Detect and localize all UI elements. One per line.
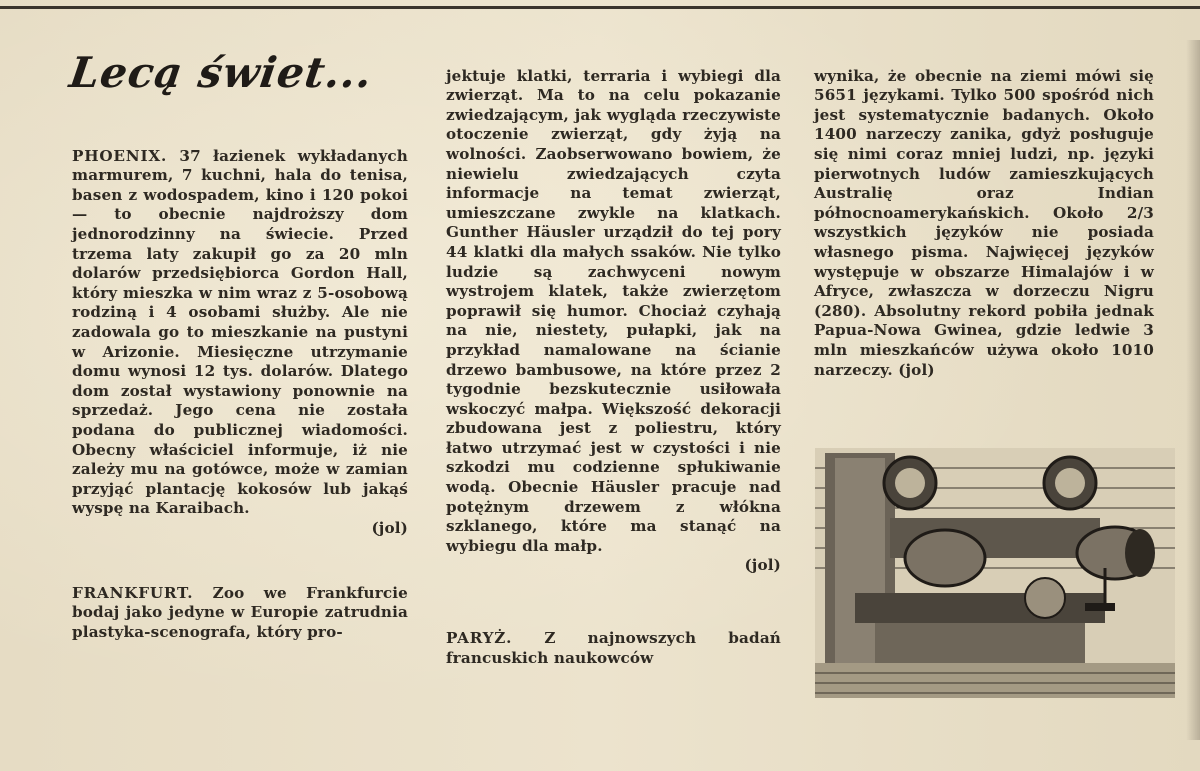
phoenix-signature: (jol) [371, 518, 408, 537]
column-2 [446, 47, 781, 668]
phoenix-body: 37 łazienek wykładanych marmurem, 7 kuchni, hala do tenisa, basen z wodospadem, kino i 120 pokoi — to obecnie najdroższy dom jednorodzinny na świecie. Przed trzema laty zakupił go za 20 mln dolarów przedsiębiorca Gordon Hall, który mieszka w nim wraz z 5-osobową rodziną i 4 osobami służby. Ale nie zadowala go to mieszkanie na pustyni w Arizonie. Miesięczne utrzymanie domu wynosi 12 tys. dolarów. Dlatego dom został wystawiony ponownie na sprzedaż. Jego cena nie została podana do publicznej wiadomości. Obecny właściciel informuje, iż nie zależy mu na gotówce, może w zamian przyjąć plantację kokosów lub jakąś wyspę na Karaibach. [72, 146, 408, 518]
frankfurt-body-continued: jektuje klatki, terraria i wybiegi dla zwierząt. Ma to na celu pokazanie zwiedzającym, jak wygląda rzeczywiste otoczenie zwierząt, gdy żyją na wolności. Zaobserwowano bowiem, że niewielu zwiedzających czyta informacje na temat zwierząt, umieszczane zwykle na klatkach. Gunther Häusler urządził do tej pory 44 klatki dla małych ssaków. Nie tylko ludzie są zachwyceni nowym wystrojem klatek, także zwierzętom poprawił się humor. Chociaż czyhają na nie, niestety, pułapki, jak na przykład namalowane na ścianie drzewo bambusowe, na które przez 2 tygodnie bezskutecznie usiłowała wskoczyć małpa. Większość dekoracji zbudowana jest z poliestru, który łatwo utrzymać jest w czystości i nie szkodzi mu codzienne spłukiwanie wodą. Obecnie Häusler pracuje nad potężnym drzewem z włókna szklanego, które ma stanąć na wybiegu dla małp. [446, 66, 781, 555]
frankfurt-dateline: FRANKFURT. [72, 583, 194, 602]
frankfurt-body-start: Zoo we Frankfurcie bodaj jako jedyne w Europie zatrudnia plastyka-scenografa, który pro- [72, 583, 408, 641]
paryz-body-start: Z najnowszych badań francuskich naukowców [446, 629, 781, 667]
headline: Lecą świet... [66, 48, 376, 97]
frankfurt-signature: (jol) [744, 556, 781, 575]
page-edge-shadow [1186, 40, 1200, 740]
locomotive-illustration [815, 448, 1175, 698]
top-rule [0, 6, 1200, 9]
paryz-signature: (jol) [898, 360, 935, 379]
paryz-body-continued: wynika, że obecnie na ziemi mówi się 5651 językami. Tylko 500 spośród nich jest systematycznie badanych. Około 1400 narzeczy zanika, gdyż posługuje się nimi coraz mniej ludzi, np. języki pierwotnych ludów zamieszkujących Australię oraz Indian północnoamerykańskich. Około 2/3 wszystkich języków nie posiada własnego pisma. Najwięcej języków występuje w obszarze Himalajów i w Afryce, zwłaszcza w dorzeczu Nigru (280). Absolutny rekord pobiła jednak Papua-Nowa Gwinea, gdzie ledwie 3 mln mieszkańców używa około 1010 narzeczy. [814, 66, 1154, 379]
paryz-dateline: PARYŻ. [446, 629, 513, 648]
phoenix-dateline: PHOENIX. [72, 146, 168, 165]
column-3 [814, 47, 1154, 380]
column-1 [72, 127, 408, 642]
